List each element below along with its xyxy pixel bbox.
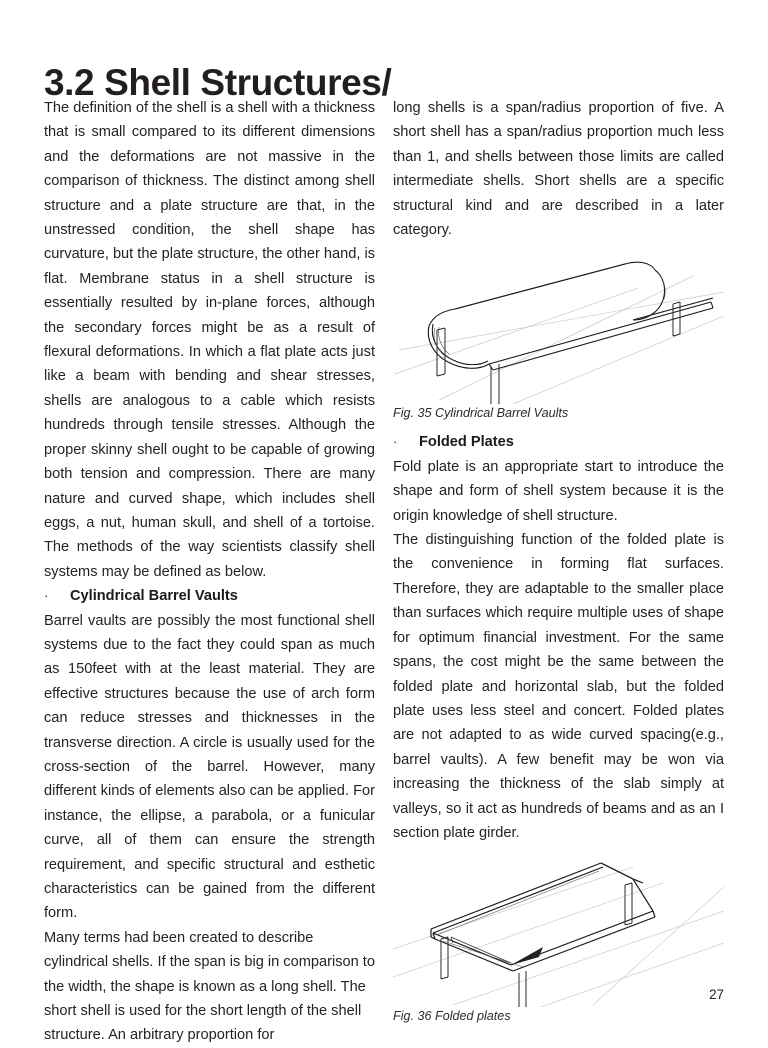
right-column	[393, 96, 724, 1025]
right-paragraph-2: Fold plate is an appropriate start to introduce the shape and form of shell system because it is the origin knowledge of shell structure.	[393, 458, 724, 524]
figure-35-caption: Fig. 35 Cylindrical Barrel Vaults	[393, 406, 569, 421]
folded-plate-roof	[431, 863, 655, 971]
shell-shading-lines	[434, 272, 665, 356]
folded-plates-diagram	[393, 857, 724, 1007]
right-bullet-heading-folded-plates	[393, 430, 724, 454]
right-bullet-label: Folded Plates	[419, 434, 514, 451]
left-paragraph-2: Barrel vaults are possibly the most functional shell systems due to the fact they could span as much as 150feet with at the least material. They are effective structures because the use of arch form can reduce stresses and thicknesses in the transverse direction. A circle is usually used for the cross-section of the barrel. However, many different kinds of elements also can be applied. For instance, the ellipse, a parabola, or a funicular curve, all of them can ensure the strength requirement, and specific structural and esthetic characteristics can be gained from the different form.	[44, 612, 375, 922]
figure-35	[393, 254, 724, 422]
fold-shadow-wedge	[511, 947, 543, 965]
valley-span-arrows	[451, 937, 511, 963]
page-number: 27	[709, 987, 724, 1002]
figure-36-caption: Fig. 36 Folded plates	[393, 1009, 511, 1024]
right-paragraph-3: The distinguishing function of the folded plate is the convenience in forming flat surfaces. Therefore, they are adaptable to the smaller place than surfaces which require multiple uses of shape for optimum financial investment. For the same spans, the cost might be the same between the folded plate and horizontal slab, but the folded plate uses less steel and concert. Folded plates are not adapted to as wide curved spacing(e.g., barrel vaults). A few benefit may be won via increasing the thickness of the slab simply at valleys, so it act as hundreds of beams and as an I section plate girder.	[393, 532, 724, 841]
bullet-marker-icon: ·	[44, 588, 49, 604]
left-paragraph-3: Many terms had been created to describe cylindrical shells. If the span is big in comparison to the width, the shape is known as a long shell. The short shell is used for the short length of the shell structure. An arbitrary proportion for	[44, 929, 375, 1044]
ground-guide-lines	[395, 276, 724, 404]
cylindrical-barrel-vaults-diagram	[393, 254, 724, 404]
left-bullet-label: Cylindrical Barrel Vaults	[70, 588, 238, 605]
right-paragraph-1: long shells is a span/radius proportion of five. A short shell has a span/radius proportion much less than 1, and shells between those limits are called intermediate shells. Short shells are a specific structural kind and are described in a later category.	[393, 100, 724, 239]
figure-36	[393, 857, 724, 1025]
left-column	[44, 96, 375, 1048]
left-paragraph-1: The definition of the shell is a shell with a thickness that is small compared to its different dimensions and the deformations are not massive in the comparison of thickness. The distinct among shell structure and a plate structure are that, in the unstressed condition, the shell shape has curvature, but the plate structure, the other hand, is flat. Membrane status in a shell structure is essentially resulted by in-plane forces, although the secondary forces might be as a result of flexural deformations. In which a flat plate acts just like a beam with bending and shear stresses, shells are analogous to a cable which resists hundreds through tensile stresses. Although the proper skinny shell ought to be capable of growing both tension and compression. There are many nature and curved shape, which includes shell eggs, a nut, human skull, and shell of a tortoise. The methods of the way scientists classify shell systems may be defined as below.	[44, 100, 375, 580]
page-title: 3.2 Shell Structures/	[44, 61, 392, 103]
bullet-marker-icon: ·	[393, 434, 398, 450]
barrel-vault-shell	[428, 263, 713, 371]
left-bullet-heading-cylindrical-barrel-vaults	[44, 584, 375, 608]
plate-surface-hatching	[437, 871, 599, 967]
